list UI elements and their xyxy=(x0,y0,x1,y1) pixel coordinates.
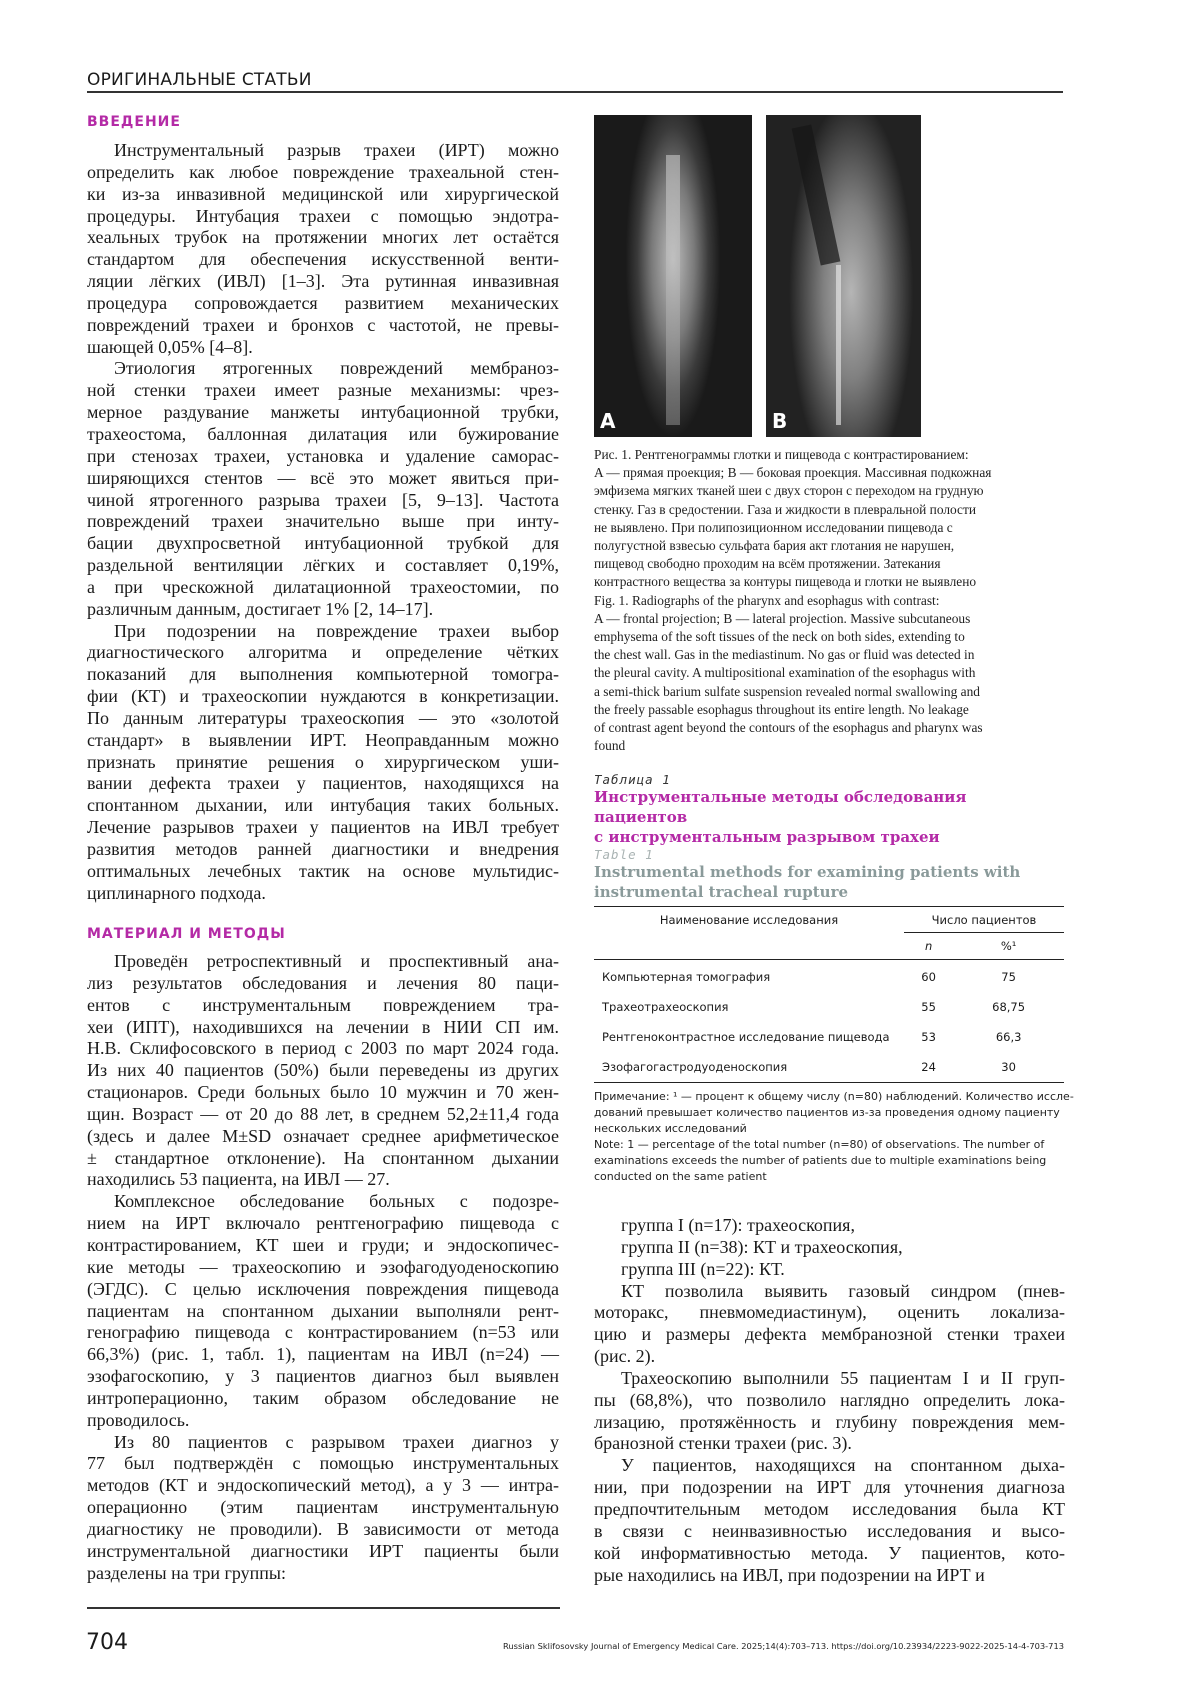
text-line: раздельной вентиляции лёгких и составляет 0,19%, xyxy=(87,555,559,576)
text-line: операционно (этим пациентам инструментальную xyxy=(87,1497,559,1518)
text-line: кой информативностью метода. У пациентов, кото- xyxy=(594,1542,1065,1563)
text-line: (рис. 2). xyxy=(594,1346,656,1367)
text-line: методов (КТ и эндоскопический метод), а у 3 — интра- xyxy=(87,1475,559,1496)
text-line: диагностического алгоритма и определение чётких xyxy=(87,642,559,663)
table-label-ru: Таблица 1 xyxy=(594,772,671,787)
title-line: Instrumental methods for examining patients with xyxy=(594,863,1021,881)
table-row xyxy=(594,1022,1064,1052)
column-header-name: Наименование исследования xyxy=(594,907,904,960)
text-line: спонтанном дыхании, или интубация таких больных. xyxy=(87,795,559,816)
caption-line: found xyxy=(594,738,626,754)
caption-line: полугустной взвесью сульфата бария акт глотания не нарушен, xyxy=(594,538,955,554)
text-line: интроперационно, таким образом обследование не xyxy=(87,1387,559,1408)
cell-name: Трахеотрахеоскопия xyxy=(602,1000,729,1014)
panel-label-a: A xyxy=(600,409,616,433)
methods-table xyxy=(594,906,1064,1083)
caption-line: the freely passable esophagus throughout its entire length. No leakage xyxy=(594,701,969,717)
text-line: (здесь и далее M±SD означает среднее арифметическое xyxy=(87,1125,559,1146)
text-line: Лечение разрывов трахеи у пациентов на ИВЛ требует xyxy=(87,817,559,838)
text-line: инструментальной диагностики ИРТ пациенты были xyxy=(87,1540,559,1561)
cell-n: 55 xyxy=(921,1000,936,1014)
text-line: Комплексное обследование больных с подозре- xyxy=(114,1191,559,1212)
text-line: Н.В. Склифосовского в период с 2003 по март 2024 года. xyxy=(87,1038,559,1059)
intro-body xyxy=(87,140,559,905)
column-header-count: Число пациентов xyxy=(904,907,1064,933)
cell-percent: 30 xyxy=(1001,1060,1016,1074)
caption-line: the pleural cavity. A multipositional examination of the esophagus with xyxy=(594,665,976,681)
text-line: При подозрении на повреждение трахеи выбор xyxy=(114,620,559,641)
text-line: Инструментальный разрыв трахеи (ИРТ) можно xyxy=(114,140,559,160)
text-line: КТ позволила выявить газовый синдром (пнев- xyxy=(621,1280,1065,1301)
caption-line: не выявлено. При полипозиционном исследовании пищевода с xyxy=(594,519,953,535)
cell-n: 24 xyxy=(921,1060,936,1074)
text-line: диагностику не проводили). В зависимости от метода xyxy=(87,1518,559,1539)
text-line: стационаров. Среди больных было 10 мужчин и 70 жен- xyxy=(87,1082,559,1103)
text-line: ки из-за инвазивной медицинской или хирургической xyxy=(87,183,559,204)
cell-n: 60 xyxy=(921,970,936,984)
methods-heading: МАТЕРИАЛ И МЕТОДЫ xyxy=(87,926,286,942)
text-line: в связи с неинвазивностью исследования и высо- xyxy=(594,1520,1065,1541)
cell-n: 53 xyxy=(921,1030,936,1044)
cell-name: Рентгеноконтрастное исследование пищевода xyxy=(602,1030,890,1044)
page-number: 704 xyxy=(86,1630,128,1655)
table-1 xyxy=(594,772,1074,1185)
methods-body xyxy=(87,951,559,1584)
caption-line: the chest wall. Gas in the mediastinum. No gas or fluid was detected in xyxy=(594,647,975,663)
text-line: разделены на три группы: xyxy=(87,1562,286,1583)
caption-line: emphysema of the soft tissues of the neck on both sides, extending to xyxy=(594,629,965,645)
intro-heading: ВВЕДЕНИЕ xyxy=(87,114,181,130)
note-line: дований превышает количество пациентов из-за проведения одному пациенту xyxy=(594,1106,1060,1119)
text-line: генографию пищевода с контрастированием (n=53 или xyxy=(87,1322,559,1343)
text-line: 66,3%) (рис. 1, табл. 1), пациентам на ИВЛ (n=24) — xyxy=(87,1344,559,1365)
text-line: проводилось. xyxy=(87,1409,190,1430)
text-line: показаний для выполнения компьютерной томогра- xyxy=(87,664,559,685)
header-divider xyxy=(87,91,1063,93)
caption-line: Fig. 1. Radiographs of the pharynx and esophagus with contrast: xyxy=(594,592,940,608)
table-row xyxy=(594,960,1064,993)
column-header-n: n xyxy=(924,939,933,953)
group-list-item: группа III (n=22): КТ. xyxy=(621,1258,785,1279)
text-line: стандартом для обеспечения искусственной венти- xyxy=(87,249,559,270)
text-line: развития методов ранней диагностики и внедрения xyxy=(87,839,559,859)
text-line: 77 был подтверждён с помощью инструментальных xyxy=(87,1453,559,1474)
text-line: оптимальных лечебных тактик на основе мультидис- xyxy=(87,860,559,881)
caption-line: A — frontal projection; B — lateral projection. Massive subcutaneous xyxy=(594,610,971,626)
caption-line: a semi-thick barium sulfate suspension revealed normal swallowing and xyxy=(594,683,980,699)
citation: Russian Sklifosovsky Journal of Emergency Medical Care. 2025;14(4):703–713. https://doi.org/10.23934/2223-9022-2025-14-4-703-713 xyxy=(503,1641,1064,1651)
text-line: вании дефекта трахеи у пациентов, находящихся на xyxy=(87,773,559,794)
cell-percent: 66,3 xyxy=(995,1030,1022,1044)
text-line: различным данным, достигает 1% [2, 14–17]. xyxy=(87,598,434,619)
note-line: examinations exceeds the number of patients due to multiple examinations being xyxy=(594,1154,1047,1167)
text-line: пы (68,8%), что позволило наглядно определить лока- xyxy=(594,1389,1065,1410)
note-line: нескольких исследований xyxy=(594,1122,747,1135)
text-line: определить как любое повреждение трахеальной стен- xyxy=(87,161,559,182)
text-line: хеи (ИПТ), находившихся на лечении в НИИ СП им. xyxy=(87,1016,559,1037)
note-line: Note: 1 — percentage of the total number (n=80) of observations. The number of xyxy=(594,1138,1045,1151)
right-column-body xyxy=(594,1215,1065,1586)
text-line: нием на ИРТ включало рентгенографию пищевода с xyxy=(87,1213,559,1234)
text-line: предпочтительным методом исследования была КТ xyxy=(594,1498,1065,1519)
text-line: пациентам на спонтанном дыхании выполняли рент- xyxy=(87,1300,559,1321)
text-line: повреждений трахеи и бронхов с частотой, не превы- xyxy=(87,314,559,335)
text-line: цию и размеры дефекта мембранозной стенки трахеи xyxy=(594,1324,1065,1345)
text-line: ляции лёгких (ИВЛ) [1–3]. Эта рутинная инвазивная xyxy=(87,271,559,292)
text-line: кие методы — трахеоскопию и эзофагодуоденоскопию xyxy=(87,1256,559,1277)
cell-name: Компьютерная томография xyxy=(602,970,771,984)
column-divider xyxy=(87,1607,560,1609)
note-line: Примечание: ¹ — процент к общему числу (n=80) наблюдений. Количество иссле- xyxy=(594,1090,1074,1103)
text-line: стандарт» в выявлении ИРТ. Неоправданным можно xyxy=(87,729,559,750)
text-line: фии (КТ) и трахеоскопии нуждаются в конкретизации. xyxy=(87,686,559,707)
text-line: У пациентов, находящихся на спонтанном дыха- xyxy=(621,1455,1065,1476)
text-line: а при чрескожной дилатационной трахеостомии, по xyxy=(87,576,559,597)
text-line: шающей 0,05% [4–8]. xyxy=(87,336,253,357)
radiograph-lateral xyxy=(766,115,921,437)
panel-label-b: B xyxy=(772,409,788,433)
text-line: находились 53 пациента, на ИВЛ — 27. xyxy=(87,1169,390,1190)
text-line: Трахеоскопию выполнили 55 пациентам I и II груп- xyxy=(621,1367,1065,1388)
text-line: моторакс, пневмомедиастинум), оценить локализа- xyxy=(594,1302,1065,1323)
text-line: бранозной стенки трахеи (рис. 3). xyxy=(594,1433,852,1454)
table-title-en xyxy=(594,862,1064,902)
text-line: мерное раздувание манжеты интубационной трубки, xyxy=(87,402,559,423)
title-line: instrumental tracheal rupture xyxy=(594,883,849,901)
text-line: лиз результатов обследования и лечения 80 паци- xyxy=(87,972,559,993)
text-line: признать принятие решения о хирургическом уши- xyxy=(87,751,559,772)
group-list-item: группа I (n=17): трахеоскопия, xyxy=(621,1215,855,1235)
table-row xyxy=(594,1052,1064,1083)
text-line: ширяющихся стентов — всё это может явиться при- xyxy=(87,467,559,488)
cell-percent: 68,75 xyxy=(992,1000,1026,1014)
text-line: ной стенки трахеи имеет разные механизмы: чрез- xyxy=(87,380,559,401)
text-line: трахеостома, баллонная дилатация или бужирование xyxy=(87,423,559,444)
cell-name: Эзофагогастродуоденоскопия xyxy=(602,1060,788,1074)
text-line: Этиология ятрогенных повреждений мембраноз- xyxy=(114,358,559,379)
caption-line: эмфизема мягких тканей шеи с двух сторон с переходом на грудную xyxy=(594,483,984,499)
caption-line: стенку. Газ в средостении. Газа и жидкости в плевральной полости xyxy=(594,501,977,517)
text-line: процедуры. Интубация трахеи с помощью эндотра- xyxy=(87,205,559,226)
text-line: при стенозах трахеи, установка и удаление саморас- xyxy=(87,445,559,466)
text-line: хеальных трубок на протяжении многих лет остаётся xyxy=(87,227,559,248)
section-header: ОРИГИНАЛЬНЫЕ СТАТЬИ xyxy=(87,70,312,90)
caption-line: A — прямая проекция; B — боковая проекция. Массивная подкожная xyxy=(594,465,992,481)
figure-caption xyxy=(594,446,1074,755)
text-line: ± стандартное отклонение). На спонтанном дыхании xyxy=(87,1147,559,1168)
caption-line: контрастного вещества за контуры пищевода и глотки не выявлено xyxy=(594,574,977,590)
caption-line: пищевод свободно проходим на всём протяжении. Затекания xyxy=(594,556,941,572)
text-line: повреждений трахеи значительно выше при инту- xyxy=(87,511,559,532)
text-line: Из них 40 пациентов (50%) были переведены из других xyxy=(87,1060,559,1081)
caption-line: of contrast agent beyond the contours of the esophagus and pharynx was xyxy=(594,720,983,736)
table-title-ru xyxy=(594,787,1064,847)
text-line: Из 80 пациентов с разрывом трахеи диагноз у xyxy=(114,1431,559,1452)
text-line: контрастированием, КТ шеи и груди; и эндоскопичес- xyxy=(87,1234,559,1255)
radiograph-frontal xyxy=(594,115,752,437)
text-line: процедура сопровождается развитием механических xyxy=(87,292,559,313)
text-line: бации двухпросветной интубационной трубкой для xyxy=(87,533,559,554)
text-line: циплинарного подхода. xyxy=(87,882,266,903)
text-line: Проведён ретроспективный и проспективный ана- xyxy=(114,951,559,971)
text-line: рые находились на ИВЛ, при подозрении на ИРТ и xyxy=(594,1564,985,1585)
table-row xyxy=(594,992,1064,1022)
note-line: conducted on the same patient xyxy=(594,1170,767,1183)
table-note xyxy=(594,1089,1074,1185)
cell-percent: 75 xyxy=(1001,970,1016,984)
text-line: (ЭГДС). С целью исключения повреждения пищевода xyxy=(87,1278,559,1299)
text-line: чиной ятрогенного разрыва трахеи [5, 9–13]. Частота xyxy=(87,489,559,510)
title-line: с инструментальным разрывом трахеи xyxy=(594,828,940,846)
text-line: лизацию, протяжённость и глубину повреждения мем- xyxy=(594,1411,1065,1432)
text-line: нии, при подозрении на ИРТ для уточнения диагноза xyxy=(594,1477,1065,1498)
text-line: По данным литературы трахеоскопия — это «золотой xyxy=(87,707,559,728)
group-list-item: группа II (n=38): КТ и трахеоскопия, xyxy=(621,1236,903,1257)
caption-line: Рис. 1. Рентгенограммы глотки и пищевода с контрастированием: xyxy=(594,447,969,462)
table-label-en: Table 1 xyxy=(594,847,654,862)
text-line: щин. Возраст — от 20 до 88 лет, в среднем 52,2±11,4 года xyxy=(87,1103,559,1124)
text-line: ентов с инструментальным повреждением тра- xyxy=(87,994,559,1015)
text-line: эзофагоскопию, у 3 пациентов диагноз был выявлен xyxy=(87,1366,559,1387)
title-line: Инструментальные методы обследования пациентов xyxy=(594,788,967,826)
column-header-percent: %¹ xyxy=(1000,939,1017,953)
